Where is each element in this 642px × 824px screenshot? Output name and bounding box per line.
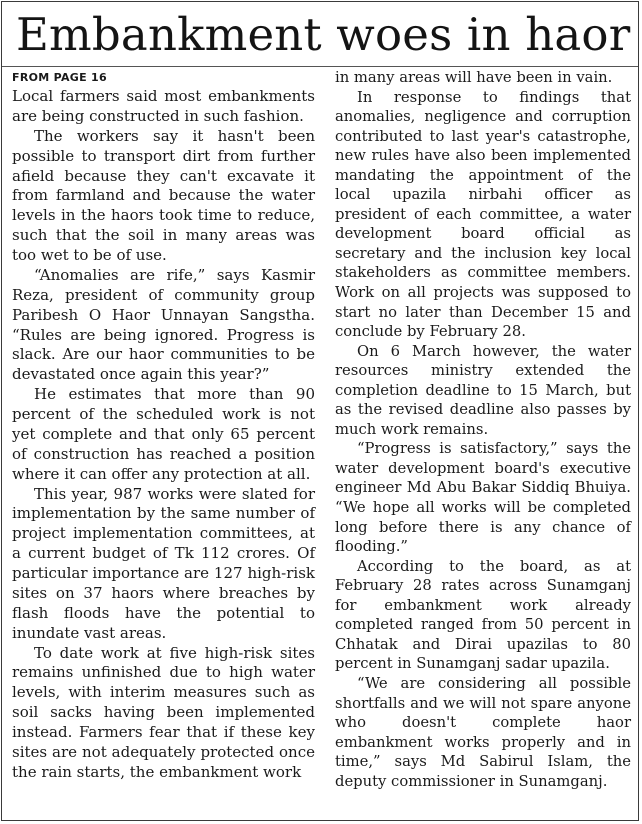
paragraph: The workers say it hasn't been possible to transport dirt from further afield because they can't excavate it from farmland and because the water levels in the haors took time to reduce, such that the soil in many areas was too wet to be of use. xyxy=(12,126,315,264)
paragraph: Local farmers said most embankments are being constructed in such fashion. xyxy=(12,87,315,125)
paragraph: He estimates that more than 90 percent of the scheduled work is not yet complete and that only 65 percent of construction has reached a position where it can offer any protection at all. xyxy=(12,385,315,483)
paragraph: According to the board, as at February 28 rates across Sunamganj for embankment work already completed ranged from 50 percent in Chhatak and Dirai upazilas to 80 percent in Sunamganj sadar upazila. xyxy=(335,557,631,673)
newspaper-clipping xyxy=(1,1,639,821)
paragraph: “Anomalies are rife,” says Kasmir Reza, president of community group Paribesh O Haor Unnayan Sangstha. “Rules are being ignored. Progress is slack. Are our haor communities to be devastated once again this year?” xyxy=(12,265,315,384)
jump-label: FROM PAGE 16 xyxy=(12,71,107,84)
headline: Embankment woes in haor xyxy=(16,8,631,61)
article-column-right xyxy=(335,68,631,791)
paragraph: This year, 987 works were slated for implementation by the same number of project implementation committees, at a current budget of Tk 112 crores. Of particular importance are 127 high-risk sites on 37 haors where breaches by flash floods have the potential to inundate vast areas. xyxy=(12,484,315,642)
paragraph: In response to findings that anomalies, negligence and corruption contributed to last year's catastrophe, new rules have also been implemented mandating the appointment of the local upazila nirbahi officer as president of each committee, a water development board official as secretary and the inclusion key local stakeholders as committee members. Work on all projects was supposed to start no later than December 15 and conclude by February 28. xyxy=(335,88,631,341)
paragraph: On 6 March however, the water resources ministry extended the completion deadline to 15 March, but as the revised deadline also passes by much work remains. xyxy=(335,342,631,438)
paragraph: To date work at five high-risk sites remains unfinished due to high water levels, with interim measures such as soil sacks having been implemented instead. Farmers fear that if these key sites are not adequately protected once the rain starts, the embankment work xyxy=(12,643,315,781)
headline-rule xyxy=(2,66,638,67)
paragraph: in many areas will have been in vain. xyxy=(335,69,613,86)
paragraph: “Progress is satisfactory,” says the water development board's executive engineer Md Abu Bakar Siddiq Bhuiya. “We hope all works will be completed long before there is any chance of flooding.” xyxy=(335,440,631,556)
paragraph: “We are considering all possible shortfalls and we will not spare anyone who doesn't complete haor embankment works properly and in time,” says Md Sabirul Islam, the deputy commissioner in Sunamganj. xyxy=(335,674,631,790)
article-column-left xyxy=(12,68,315,783)
